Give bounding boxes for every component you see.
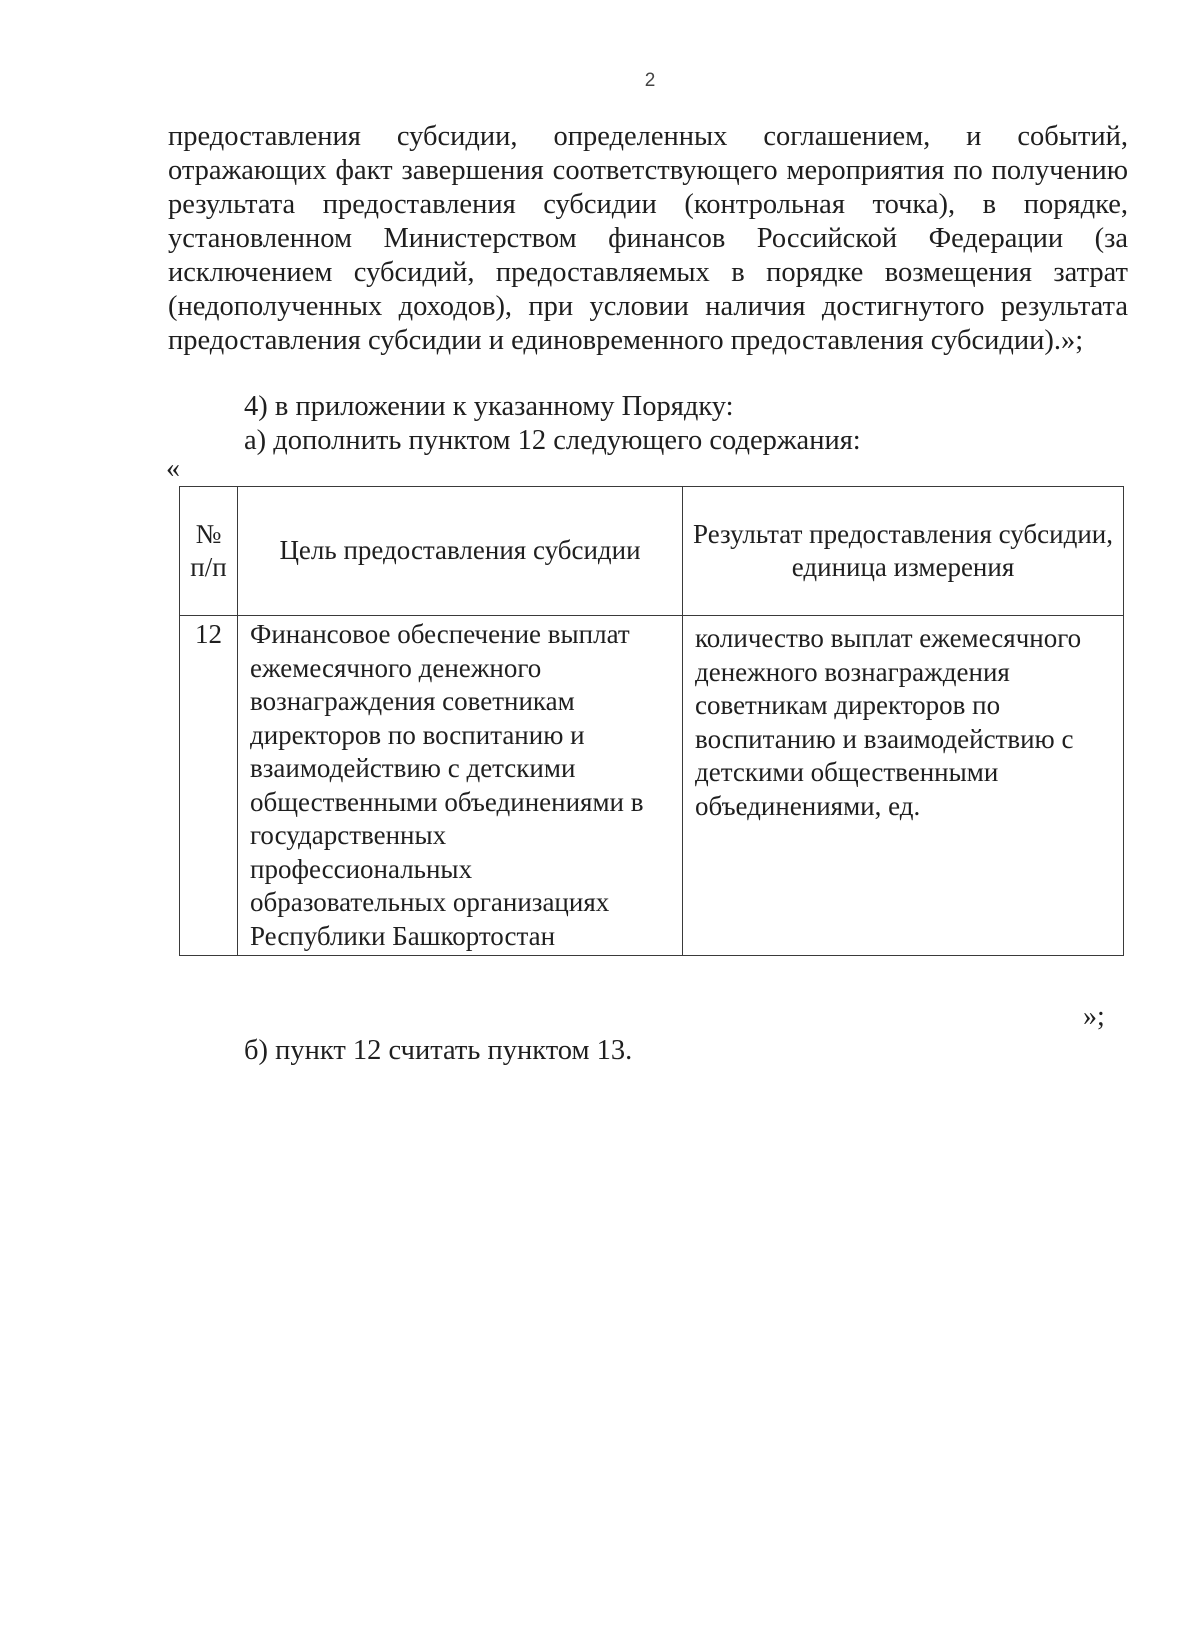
header-goal: Цель предоставления субсидии [238, 487, 683, 616]
page-number: 2 [644, 70, 656, 91]
continued-paragraph: предоставления субсидии, определенных соглашением, и событий, отражающих факт завершения соответствующего мероприятия по получению результата предоставления субсидии (контрольная точка), в порядке, установленном Министерством финансов Российской Федерации (за исключением субсидий, предоставляемых в порядке возмещения затрат (недополученных доходов), при условии наличия достигнутого результата предоставления субсидии и единовременного предоставления субсидии).»; [168, 121, 1128, 356]
opening-quote: « [166, 453, 180, 484]
item-4-text: 4) в приложении к указанному Порядку: [244, 391, 734, 422]
header-number: № п/п [180, 487, 238, 616]
row-result: количество выплат ежемесячного денежного вознаграждения советникам директоров по воспитанию и взаимодействию с детскими общественными объединениями, ед. [683, 616, 1124, 956]
row-number: 12 [180, 616, 238, 956]
row-goal: Финансовое обеспечение выплат ежемесячного денежного вознаграждения советникам директоров по воспитанию и взаимодействию с детскими общественными объединениями в государственных профессиональных образовательных организациях Республики Башкортостан [238, 616, 683, 956]
table-header-row [180, 487, 1124, 616]
item-a-text: а) дополнить пунктом 12 следующего содержания: [244, 425, 861, 456]
table-row [180, 616, 1124, 956]
item-b-text: б) пункт 12 считать пунктом 13. [244, 1035, 633, 1066]
subsidy-table [179, 486, 1124, 956]
closing-quote: »; [1083, 1001, 1105, 1032]
header-result: Результат предоставления субсидии, единица измерения [683, 487, 1124, 616]
